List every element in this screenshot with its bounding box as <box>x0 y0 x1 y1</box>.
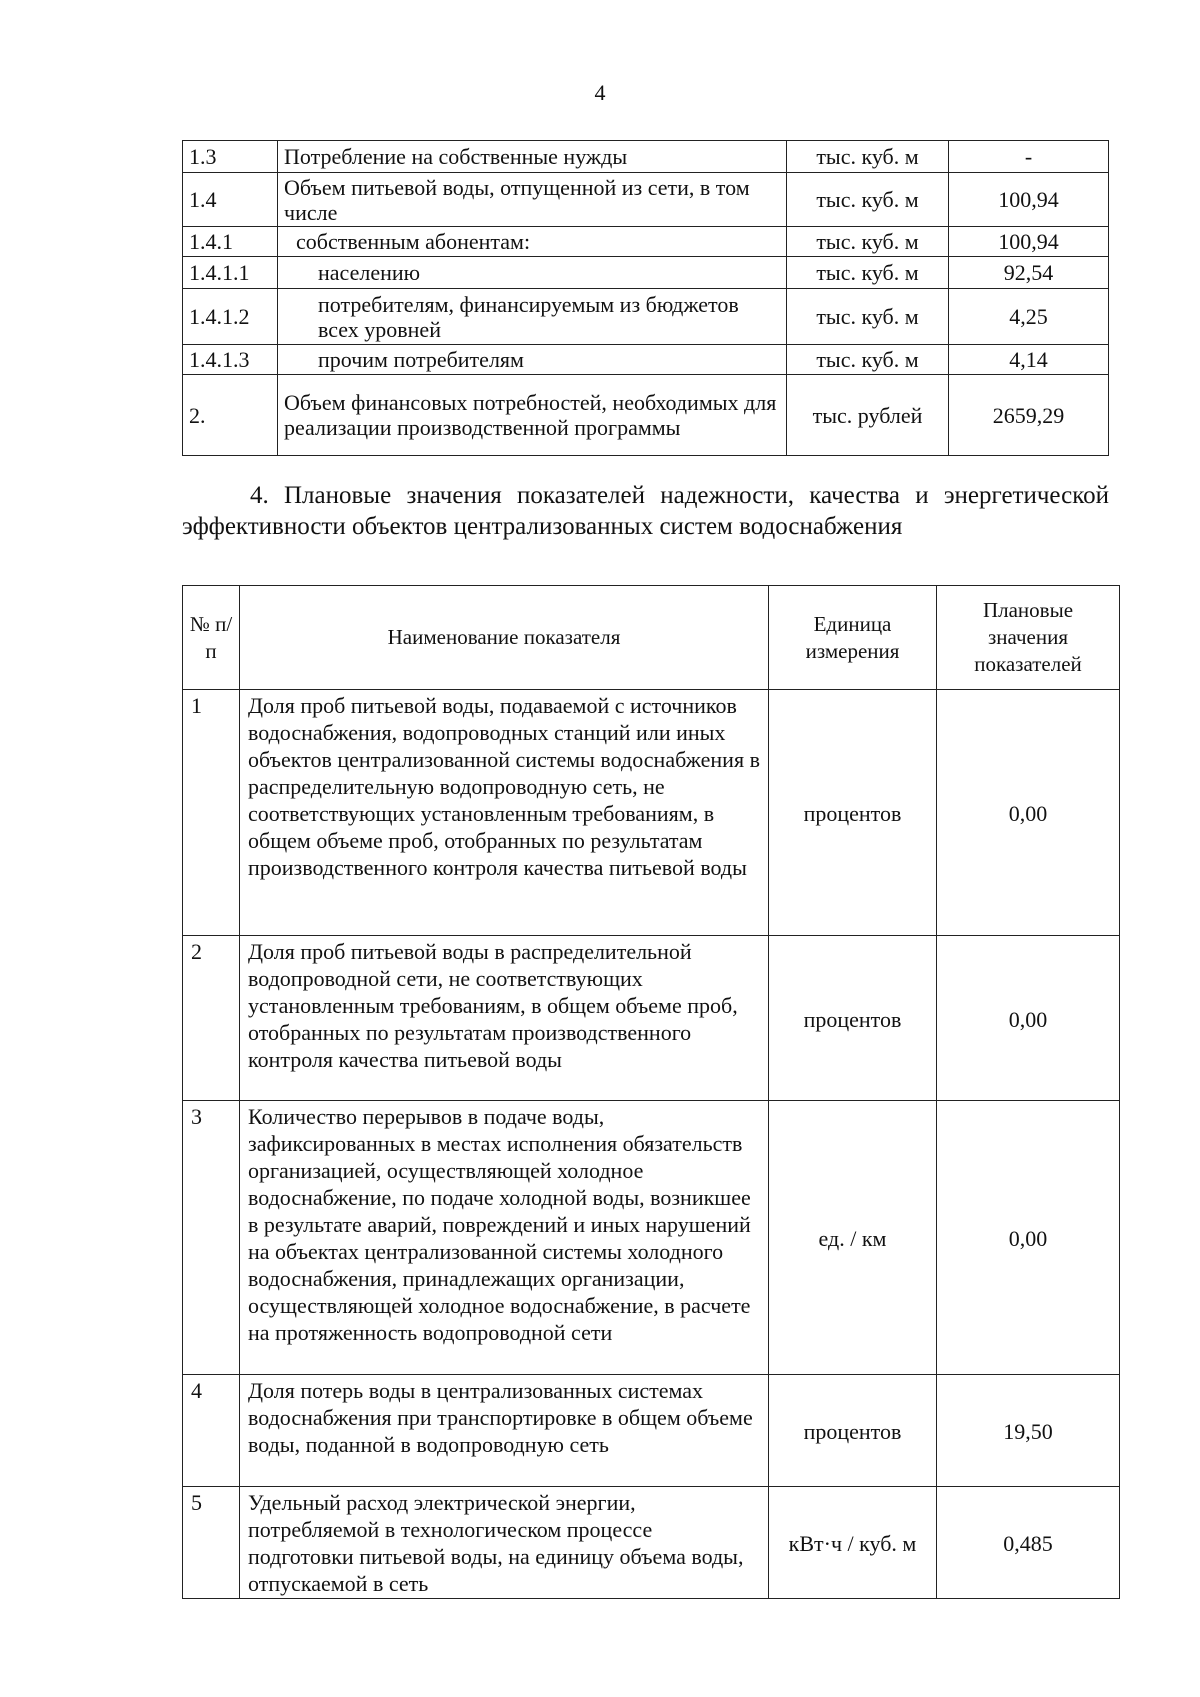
row-unit: процентов <box>769 690 937 936</box>
row-name: Потребление на собственные нужды <box>278 141 787 173</box>
row-value: 0,00 <box>937 1101 1120 1375</box>
row-value: 0,485 <box>937 1487 1120 1599</box>
table-row <box>183 1487 1120 1599</box>
row-name: Объем питьевой воды, отпущенной из сети, в том числе <box>278 173 787 227</box>
table-row <box>183 173 1109 227</box>
row-name: прочим потребителям <box>278 345 787 375</box>
table-row <box>183 1101 1120 1375</box>
row-number: 1.4.1 <box>183 227 278 257</box>
row-number: 1.4.1.1 <box>183 257 278 289</box>
table-row <box>183 257 1109 289</box>
row-unit: тыс. куб. м <box>787 227 949 257</box>
table-row <box>183 690 1120 936</box>
row-name: Доля проб питьевой воды в распределительной водопроводной сети, не соответствующих установленным требованиям, в общем объеме проб, отобранных по результатам производственного контроля качества питьевой воды <box>240 936 769 1101</box>
section-heading-text: 4. Плановые значения показателей надежности, качества и энергетической эффективности объектов централизованных систем водоснабжения <box>182 482 1109 540</box>
row-unit: тыс. куб. м <box>787 289 949 345</box>
row-number: 1.4 <box>183 173 278 227</box>
row-number: 2. <box>183 375 278 456</box>
row-value: 100,94 <box>949 173 1109 227</box>
row-number: 1.3 <box>183 141 278 173</box>
row-value: - <box>949 141 1109 173</box>
row-number: 4 <box>183 1375 240 1487</box>
row-value: 2659,29 <box>949 375 1109 456</box>
table-row <box>183 141 1109 173</box>
header-value: Плановые значения показателей <box>937 586 1120 690</box>
row-name: Доля проб питьевой воды, подаваемой с источников водоснабжения, водопроводных станций или иных объектов централизованной системы водоснабжения в распределительную водопроводную сеть, не соответствующих установленным требованиям, в общем объеме проб, отобранных по результатам производственного контроля качества питьевой воды <box>240 690 769 936</box>
row-number: 1.4.1.3 <box>183 345 278 375</box>
section-heading <box>182 480 1109 542</box>
row-number: 3 <box>183 1101 240 1375</box>
row-number: 1.4.1.2 <box>183 289 278 345</box>
production-volumes-table <box>182 140 1109 456</box>
row-unit: тыс. рублей <box>787 375 949 456</box>
header-name: Наименование показателя <box>240 586 769 690</box>
row-value: 19,50 <box>937 1375 1120 1487</box>
table-row <box>183 1375 1120 1487</box>
page-number: 4 <box>594 80 606 105</box>
table-row <box>183 936 1120 1101</box>
indicators-table <box>182 585 1120 1599</box>
row-unit: ед. / км <box>769 1101 937 1375</box>
row-number: 2 <box>183 936 240 1101</box>
row-value: 92,54 <box>949 257 1109 289</box>
table-row <box>183 227 1109 257</box>
table-header-row <box>183 586 1120 690</box>
table-row <box>183 289 1109 345</box>
row-name: собственным абонентам: <box>278 227 787 257</box>
header-unit: Единица измерения <box>769 586 937 690</box>
row-number: 5 <box>183 1487 240 1599</box>
row-unit: процентов <box>769 1375 937 1487</box>
row-unit: тыс. куб. м <box>787 173 949 227</box>
header-num: № п/п <box>183 586 240 690</box>
row-unit: тыс. куб. м <box>787 345 949 375</box>
table-row <box>183 345 1109 375</box>
row-name: Доля потерь воды в централизованных системах водоснабжения при транспортировке в общем объеме воды, поданной в водопроводную сеть <box>240 1375 769 1487</box>
row-name: Удельный расход электрической энергии, потребляемой в технологическом процессе подготовки питьевой воды, на единицу объема воды, отпускаемой в сеть <box>240 1487 769 1599</box>
row-value: 0,00 <box>937 690 1120 936</box>
row-name: Объем финансовых потребностей, необходимых для реализации производственной программы <box>278 375 787 456</box>
row-value: 0,00 <box>937 936 1120 1101</box>
row-value: 4,14 <box>949 345 1109 375</box>
row-unit: процентов <box>769 936 937 1101</box>
row-value: 100,94 <box>949 227 1109 257</box>
table-row <box>183 375 1109 456</box>
row-unit: тыс. куб. м <box>787 141 949 173</box>
row-name: потребителям, финансируемым из бюджетов всех уровней <box>278 289 787 345</box>
row-name: Количество перерывов в подаче воды, зафиксированных в местах исполнения обязательств организацией, осуществляющей холодное водоснабжение, по подаче холодной воды, возникшее в результате аварий, повреждений и иных нарушений на объектах централизованной системы холодного водоснабжения, принадлежащих организации, осуществляющей холодное водоснабжение, в расчете на протяженность водопроводной сети <box>240 1101 769 1375</box>
row-name: населению <box>278 257 787 289</box>
row-unit: тыс. куб. м <box>787 257 949 289</box>
row-unit: кВт·ч / куб. м <box>769 1487 937 1599</box>
row-value: 4,25 <box>949 289 1109 345</box>
row-number: 1 <box>183 690 240 936</box>
